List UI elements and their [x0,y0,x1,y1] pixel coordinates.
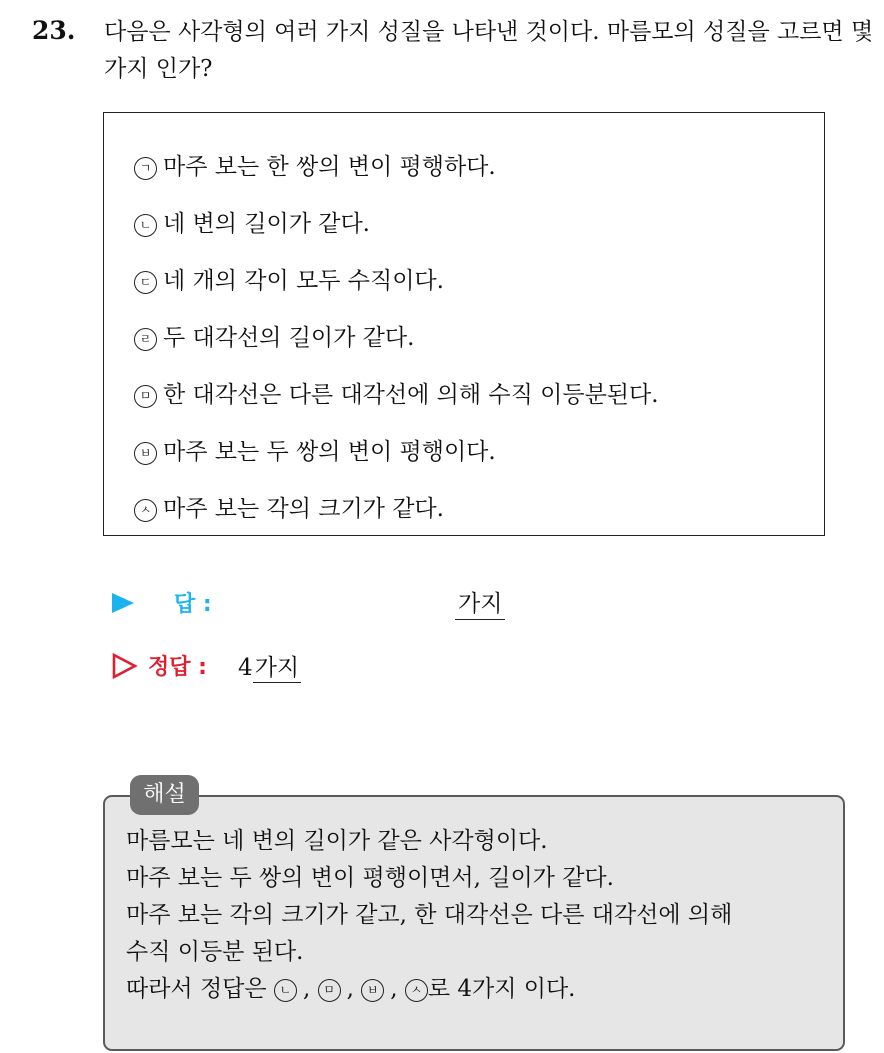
conclusion-end: 가지 이다. [471,976,576,1002]
solution-box [103,795,845,1051]
question-number: 23. [32,16,76,45]
conclusion-count: 4 [457,976,472,1002]
condition-text: 네 개의 각이 모두 수직이다. [163,268,444,294]
condition-item [134,376,659,409]
solution-conclusion: 따라서 정답은 ㄴ , ㅁ , ㅂ , ㅅ 로 4가지 이다. [126,976,576,1002]
circled-letter-icon: ㅁ [318,979,341,1002]
condition-item [134,148,496,181]
condition-text: 두 대각선의 길이가 같다. [163,325,415,351]
circled-letter-icon: ㅁ [134,385,157,408]
condition-text: 한 대각선은 다른 대각선에 의해 수직 이등분된다. [163,382,659,408]
question-text: 다음은 사각형의 여러 가지 성질을 나타낸 것이다. 마름모의 성질을 고르면 몇 가지 인가? [104,19,874,82]
condition-text: 마주 보는 두 쌍의 변이 평행이다. [163,439,496,465]
answer-label: 답 : [174,592,212,617]
circled-letter-icon: ㅅ [405,979,428,1002]
circled-letter-icon: ㄷ [134,271,157,294]
condition-text: 네 변의 길이가 같다. [163,211,370,237]
conclusion-particle: 로 [427,976,451,1002]
conditions-box [103,112,825,536]
solution-text [126,823,836,1008]
answer-row [112,585,532,619]
key-unit: 가지 [254,655,300,681]
condition-text: 마주 보는 각의 크기가 같다. [163,496,444,522]
condition-item [134,433,496,466]
solution-line: 마주 보는 두 쌍의 변이 평행이면서, 길이가 같다. [126,865,614,891]
solution-line: 수직 이등분 된다. [126,939,304,965]
key-answer-row [112,648,532,684]
circled-letter-icon: ㄹ [134,328,157,351]
circled-letter-icon: ㄴ [134,214,157,237]
condition-item [134,319,414,352]
conclusion-prefix: 따라서 정답은 [126,976,267,1002]
key-value [238,649,301,682]
circled-letter-icon: ㅂ [134,442,157,465]
outline-triangle-icon [112,653,138,679]
answer-blank[interactable]: 가지 [455,585,505,620]
circled-letter-icon: ㅅ [134,499,157,522]
condition-item [134,262,444,295]
solution-line: 마주 보는 각의 크기가 같고, 한 대각선은 다른 대각선에 의해 [126,902,733,928]
solid-triangle-icon [112,593,134,613]
key-label: 정답 : [148,655,207,680]
condition-text: 마주 보는 한 쌍의 변이 평행하다. [163,154,496,180]
key-number: 4 [238,655,253,681]
circled-letter-icon: ㅂ [361,979,384,1002]
condition-item [134,490,444,523]
condition-item [134,205,370,238]
circled-letter-icon: ㄴ [274,979,297,1002]
solution-tab: 해설 [130,775,199,815]
circled-letter-icon: ㄱ [134,157,157,180]
solution-line: 마름모는 네 변의 길이가 같은 사각형이다. [126,828,548,854]
